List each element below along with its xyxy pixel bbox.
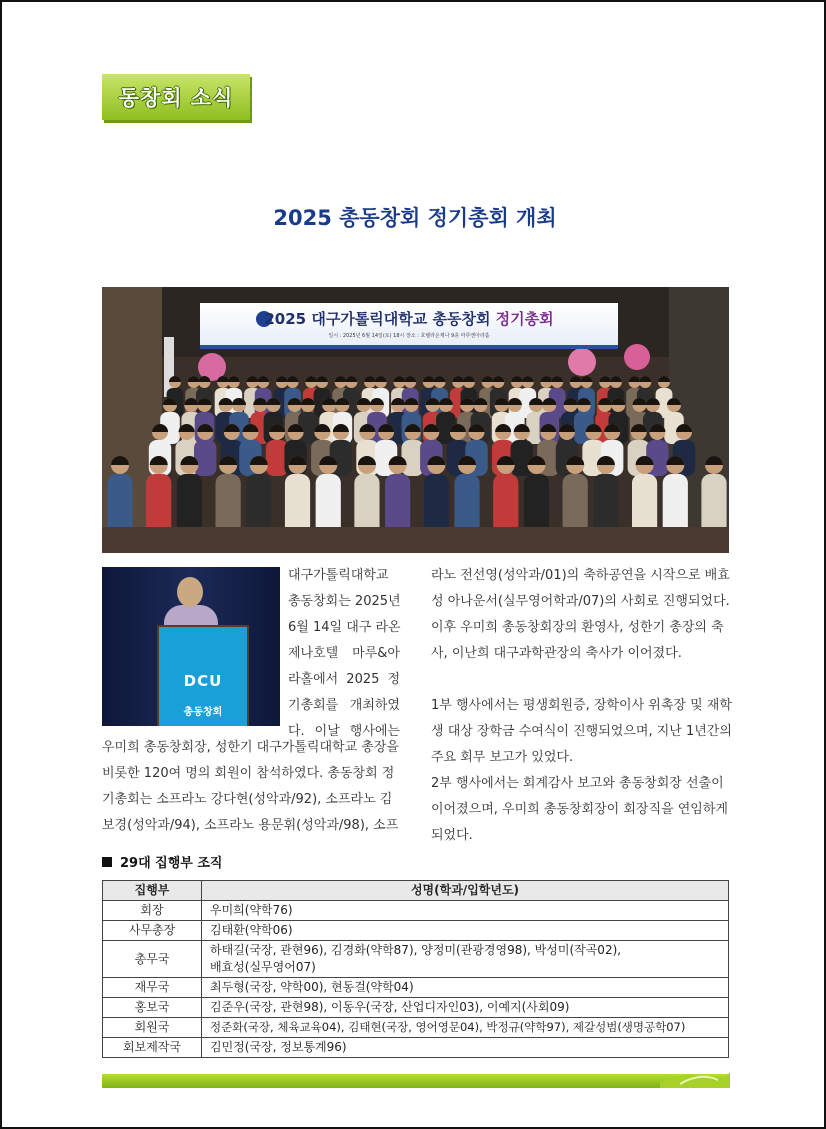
- table-cell-names: 김준우(국장, 관현98), 이동우(국장, 산업디자인03), 이예지(사회09): [202, 998, 729, 1018]
- article-title: 2025 총동창회 정기총회 개최: [273, 206, 557, 230]
- banner-subtitle: 일시 : 2025년 6월 14일(토) 18시 장소 : 호텔라온제나 9층 마루앤아라홀: [328, 333, 490, 339]
- table-row: [103, 901, 729, 921]
- body-line: 라홀에서 2025 정: [288, 672, 400, 687]
- body-line: 생 대상 장학금 수여식이 진행되었으며, 지난 1년간의: [431, 724, 732, 739]
- ribbon-curl-icon: [660, 1068, 730, 1088]
- table-header-dept: 집행부: [103, 881, 202, 901]
- body-column-1-top: [288, 563, 400, 745]
- body-line: 성 아나운서(실무영어학과/07)의 사회로 진행되었다.: [431, 594, 730, 609]
- body-line: 사, 이난희 대구과학관장의 축사가 이어졌다.: [431, 646, 682, 661]
- table-cell-dept: 홍보국: [103, 998, 202, 1018]
- table-row: [103, 1038, 729, 1058]
- table-row: [103, 921, 729, 941]
- body-line: 다. 이날 행사에는: [288, 724, 400, 739]
- table-cell-dept: 회보제작국: [103, 1038, 202, 1058]
- table-cell-names: [202, 941, 729, 978]
- body-column-1-bottom: [102, 735, 400, 839]
- body-line: 우미희 총동창회장, 성한기 대구가톨릭대학교 총장을: [102, 740, 399, 755]
- body-line: 이후 우미희 총동창회장의 환영사, 성한기 총장의 축: [431, 620, 724, 635]
- table-cell-names: 최두형(국장, 약학00), 현동걸(약학04): [202, 978, 729, 998]
- podium-logo: DCU: [183, 672, 223, 690]
- section-badge-label: 동창회 소식: [118, 86, 234, 110]
- body-column-2: [431, 563, 731, 849]
- body-line: 보경(성악과/94), 소프라노 용문휘(성악과/98), 소프: [102, 818, 399, 833]
- square-bullet-icon: [102, 857, 112, 867]
- banner-title-accent: 정기총회: [495, 310, 554, 328]
- body-line: 주요 회무 보고가 있었다.: [431, 750, 574, 765]
- podium: [157, 625, 249, 726]
- table-header-names: 성명(학과/입학년도): [202, 881, 729, 901]
- body-line: 기총회를 개최하였: [288, 698, 400, 713]
- body-line: 되었다.: [431, 828, 473, 843]
- section-badge: [102, 74, 250, 120]
- table-row: [103, 978, 729, 998]
- table-cell-names: 김태환(약학06): [202, 921, 729, 941]
- body-line: 제나호텔 마루&아: [288, 646, 400, 661]
- table-cell-dept: 사무총장: [103, 921, 202, 941]
- body-line: 이어졌으며, 우미희 총동창회장이 회장직을 연임하게: [431, 802, 728, 817]
- table-row: [103, 941, 729, 978]
- table-cell-names-line: 배효성(실무영어07): [210, 960, 316, 974]
- body-line: 6월 14일 대구 라온: [288, 620, 401, 635]
- table-cell-dept: 회장: [103, 901, 202, 921]
- table-cell-dept: 총무국: [103, 941, 202, 978]
- executive-table: [102, 880, 729, 1058]
- table-row: [103, 998, 729, 1018]
- body-line: 라노 전선영(성악과/01)의 축하공연을 시작으로 배효: [431, 568, 730, 583]
- table-cell-names: 정준화(국장, 체육교육04), 김태현(국장, 영어영문04), 박정규(약학97), 제갈성범(생명공학07): [202, 1018, 729, 1038]
- table-heading-label: 29대 집행부 조직: [120, 856, 223, 871]
- table-cell-dept: 회원국: [103, 1018, 202, 1038]
- speaker-photo: [102, 567, 280, 726]
- table-cell-names: 김민정(국장, 정보통계96): [202, 1038, 729, 1058]
- table-header-row: [103, 881, 729, 901]
- body-line: 2부 행사에서는 회계감사 보고와 총동창회장 선출이: [431, 776, 724, 791]
- body-line: 기총회는 소프라노 강다현(성악과/92), 소프라노 김: [102, 792, 393, 807]
- table-cell-names: 우미희(약학76): [202, 901, 729, 921]
- speaker-head: [177, 577, 203, 607]
- body-line: 비롯한 120여 명의 회원이 참석하였다. 총동창회 정: [102, 766, 395, 781]
- footer-ribbon: [102, 1074, 728, 1088]
- banner-title-main: 2025 대구가톨릭대학교 총동창회: [264, 310, 491, 328]
- photo-banner: [200, 303, 618, 349]
- table-row: [103, 1018, 729, 1038]
- body-line: 총동창회는 2025년: [288, 594, 401, 609]
- banner-title: [200, 308, 618, 329]
- table-cell-dept: 재무국: [103, 978, 202, 998]
- table-cell-names-line: 하태길(국장, 관현96), 김경화(약학87), 양정미(관광경영98), 박성미(작곡02),: [210, 943, 622, 957]
- body-line: 1부 행사에서는 평생회원증, 장학이사 위촉장 및 재학: [431, 698, 732, 713]
- body-line: 대구가톨릭대학교: [288, 568, 389, 583]
- table-heading: [102, 852, 223, 871]
- podium-label: 총동창회: [183, 707, 223, 718]
- group-photo: [102, 287, 729, 553]
